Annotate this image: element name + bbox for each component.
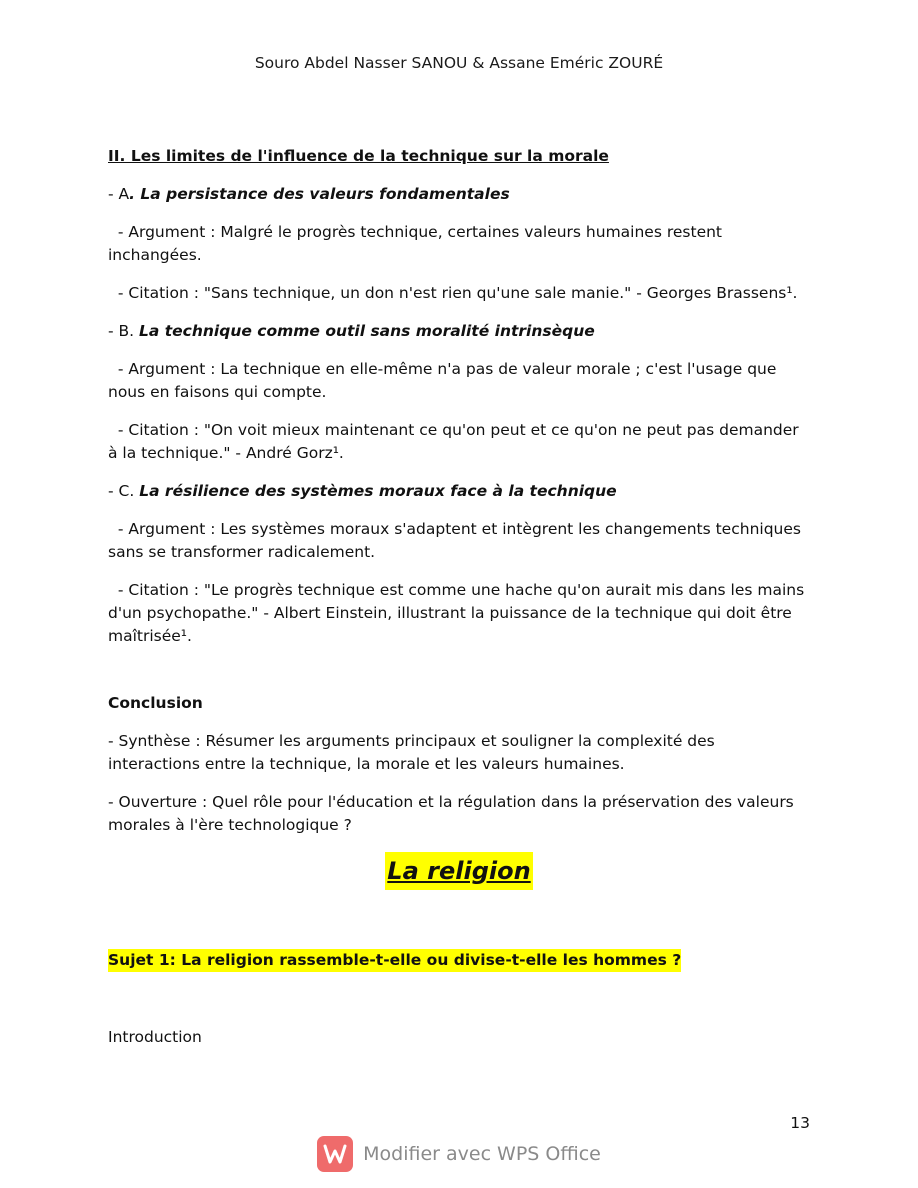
introduction-label: Introduction: [108, 1028, 202, 1046]
subsection-b-citation: - Citation : "On voit mieux maintenant ce qu'on peut et ce qu'on ne peut pas demander à la technique." - André Gorz¹.: [108, 421, 804, 462]
subsection-c-argument: - Argument : Les systèmes moraux s'adaptent et intègrent les changements techniques sans se transformer radicalement.: [108, 520, 806, 561]
subsection-b-argument: - Argument : La technique en elle-même n'a pas de valeur morale ; c'est l'usage que nous en faisons qui compte.: [108, 360, 782, 401]
conclusion-synthese: - Synthèse : Résumer les arguments principaux et souligner la complexité des interactions entre la technique, la morale et les valeurs humaines.: [108, 732, 715, 773]
subsection-a-citation: - Citation : "Sans technique, un don n'est rien qu'une sale manie." - Georges Brassens¹.: [108, 284, 798, 302]
wps-logo-icon: [317, 1136, 353, 1172]
religion-title: La religion: [385, 852, 532, 890]
main-content: [108, 145, 808, 852]
religion-title-wrap: [0, 852, 918, 890]
conclusion-ouverture: - Ouverture : Quel rôle pour l'éducation et la régulation dans la préservation des valeurs morales à l'ère technologique ?: [108, 793, 794, 834]
subsection-a-argument: - Argument : Malgré le progrès technique, certaines valeurs humaines restent inchangées.: [108, 223, 727, 264]
page-number: 13: [790, 1114, 810, 1132]
sujet-1-heading: Sujet 1: La religion rassemble-t-elle ou divise-t-elle les hommes ?: [108, 949, 681, 972]
conclusion-title: Conclusion: [108, 694, 203, 712]
page-header-authors: Souro Abdel Nasser SANOU & Assane Eméric ZOURÉ: [254, 54, 664, 72]
wps-watermark[interactable]: [0, 1136, 918, 1172]
subsection-c-heading: - C. La résilience des systèmes moraux face à la technique: [108, 482, 617, 500]
subsection-b-heading: - B. La technique comme outil sans moralité intrinsèque: [108, 322, 595, 340]
subsection-c-citation: - Citation : "Le progrès technique est comme une hache qu'on aurait mis dans les mains d'un psychopathe." - Albert Einstein, illustrant la puissance de la technique qui doit être maîtrisée¹.: [108, 581, 810, 645]
subsection-a-heading: - A. La persistance des valeurs fondamentales: [108, 185, 510, 203]
section-2-title: II. Les limites de l'influence de la technique sur la morale: [108, 147, 609, 165]
wps-label: Modifier avec WPS Office: [363, 1143, 601, 1165]
